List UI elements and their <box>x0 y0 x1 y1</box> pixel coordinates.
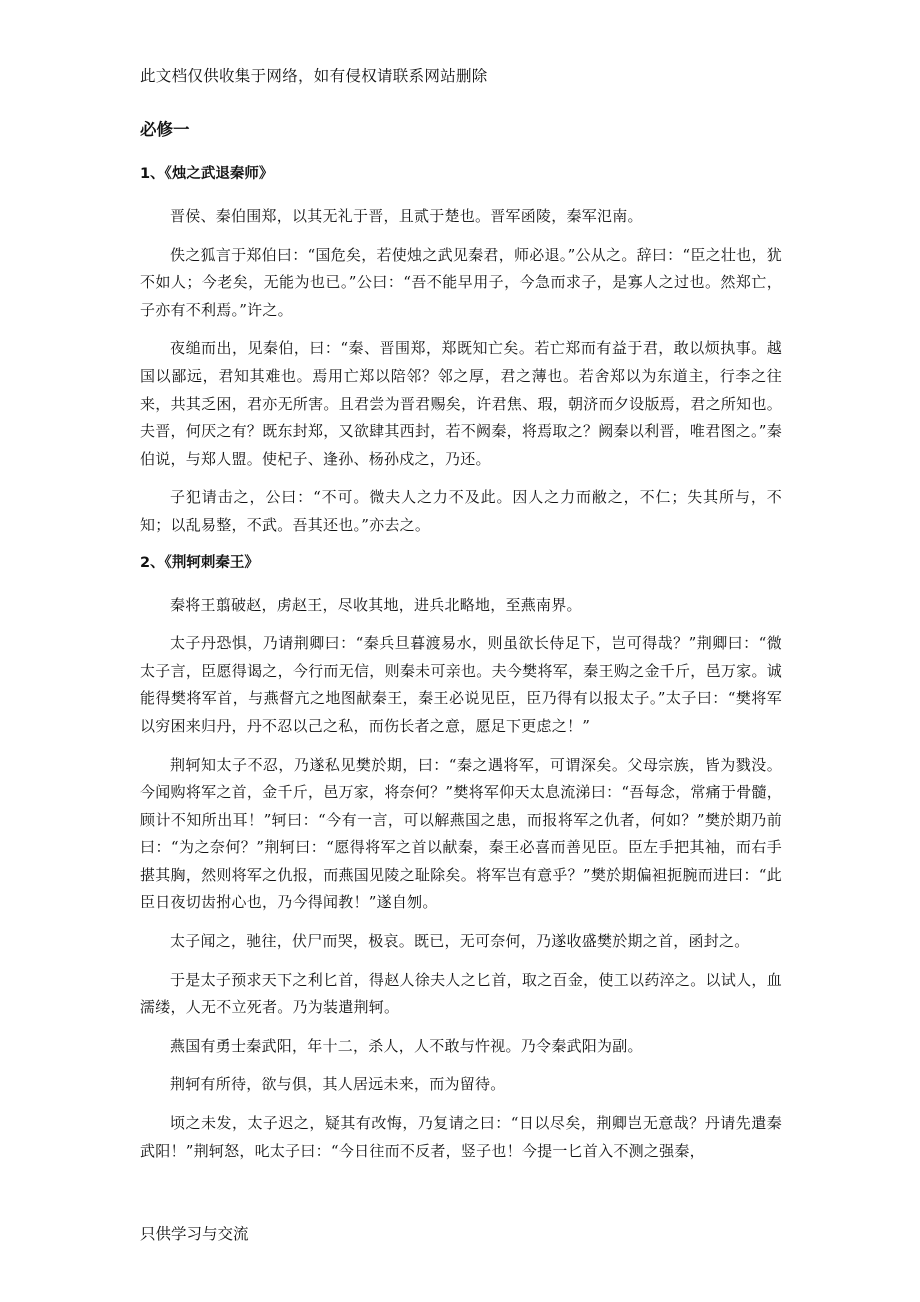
paragraph: 太子闻之，驰往，伏尸而哭，极哀。既已，无可奈何，乃遂收盛樊於期之首，函封之。 <box>170 932 750 951</box>
article-title-1: 1、《烛之武退秦师》 <box>140 166 274 182</box>
paragraph: 荆轲知太子不忍，乃遂私见樊於期，曰：“秦之遇将军，可谓深矣。父母宗族，皆为戮没。今闻购将军之首，金千斤，邑万家，将奈何？”樊将军仰天太息流涕曰：“吾每念，常痛于骨髓，顾计不知所出耳！”轲曰：“今有一言，可以解燕国之患，而报将军之仇者，何如？”樊於期乃前曰：“为之奈何？”荆轲曰：“愿得将军之首以献秦，秦王必喜而善见臣。臣左手把其袖，而右手揕其胸，然则将军之仇报，而燕国见陵之耻除矣。将军岂有意乎？”樊於期偏袒扼腕而进曰：“此臣日夜切齿拊心也，乃今得闻教！”遂自刎。 <box>140 755 782 912</box>
paragraph: 夜缒而出，见秦伯，曰：“秦、晋围郑，郑既知亡矣。若亡郑而有益于君，敢以烦执事。越国以鄙远，君知其难也。焉用亡郑以陪邻？邻之厚，君之薄也。若舍郑以为东道主，行李之往来，共其乏困，君亦无所害。且君尝为晋君赐矣，许君焦、瑕，朝济而夕设版焉，君之所知也。夫晋，何厌之有？既东封郑，又欲肆其西封，若不阙秦，将焉取之？阙秦以利晋，唯君图之。”秦伯说，与郑人盟。使杞子、逢孙、杨孙戍之，乃还。 <box>140 339 782 468</box>
article-title-2: 2、《荆轲刺秦王》 <box>140 554 259 571</box>
document-body <box>140 116 782 1176</box>
paragraph: 燕国有勇士秦武阳，年十二，杀人，人不敢与忤视。乃令秦武阳为副。 <box>170 1036 643 1055</box>
paragraph: 太子丹恐惧，乃请荆卿曰：“秦兵旦暮渡易水，则虽欲长侍足下，岂可得哉？”荆卿曰：“微太子言，臣愿得谒之，今行而无信，则秦未可亲也。夫今樊将军，秦王购之金千斤，邑万家。诚能得樊将军首，与燕督亢之地图献秦王，秦王必说见臣，臣乃得有以报太子。”太子曰：“樊将军以穷困来归丹，丹不忍以己之私，而伤长者之意，愿足下更虑之！” <box>140 634 782 735</box>
paragraph: 顷之未发，太子迟之，疑其有改悔，乃复请之曰：“日以尽矣，荆卿岂无意哉？丹请先遣秦武阳！”荆轲怒，叱太子曰：“今日往而不反者，竖子也！今提一匕首入不测之强秦， <box>140 1114 782 1160</box>
paragraph: 晋侯、秦伯围郑，以其无礼于晋，且贰于楚也。晋军函陵，秦军氾南。 <box>170 207 643 225</box>
footer-note: 只供学习与交流 <box>140 1225 249 1243</box>
paragraph: 子犯请击之，公曰：“不可。微夫人之力不及此。因人之力而敝之，不仁；失其所与，不知；以乱易整，不武。吾其还也。”亦去之。 <box>140 488 782 534</box>
paragraph: 秦将王翦破赵，虏赵王，尽收其地，进兵北略地，至燕南界。 <box>170 595 582 614</box>
header-disclaimer: 此文档仅供收集于网络，如有侵权请联系网站删除 <box>140 67 488 85</box>
section-title: 必修一 <box>140 120 190 139</box>
paragraph: 荆轲有所待，欲与俱，其人居远未来，而为留待。 <box>170 1075 506 1094</box>
paragraph: 于是太子预求天下之利匕首，得赵人徐夫人之匕首，取之百金，使工以药淬之。以试人，血濡缕，人无不立死者。乃为装遣荆轲。 <box>140 970 782 1017</box>
paragraph: 佚之狐言于郑伯曰：“国危矣，若使烛之武见秦君，师必退。”公从之。辞曰：“臣之壮也，犹不如人；今老矣，无能为也已。”公曰：“吾不能早用子，今急而求子，是寡人之过也。然郑亡，子亦有不利焉。”许之。 <box>140 245 782 319</box>
